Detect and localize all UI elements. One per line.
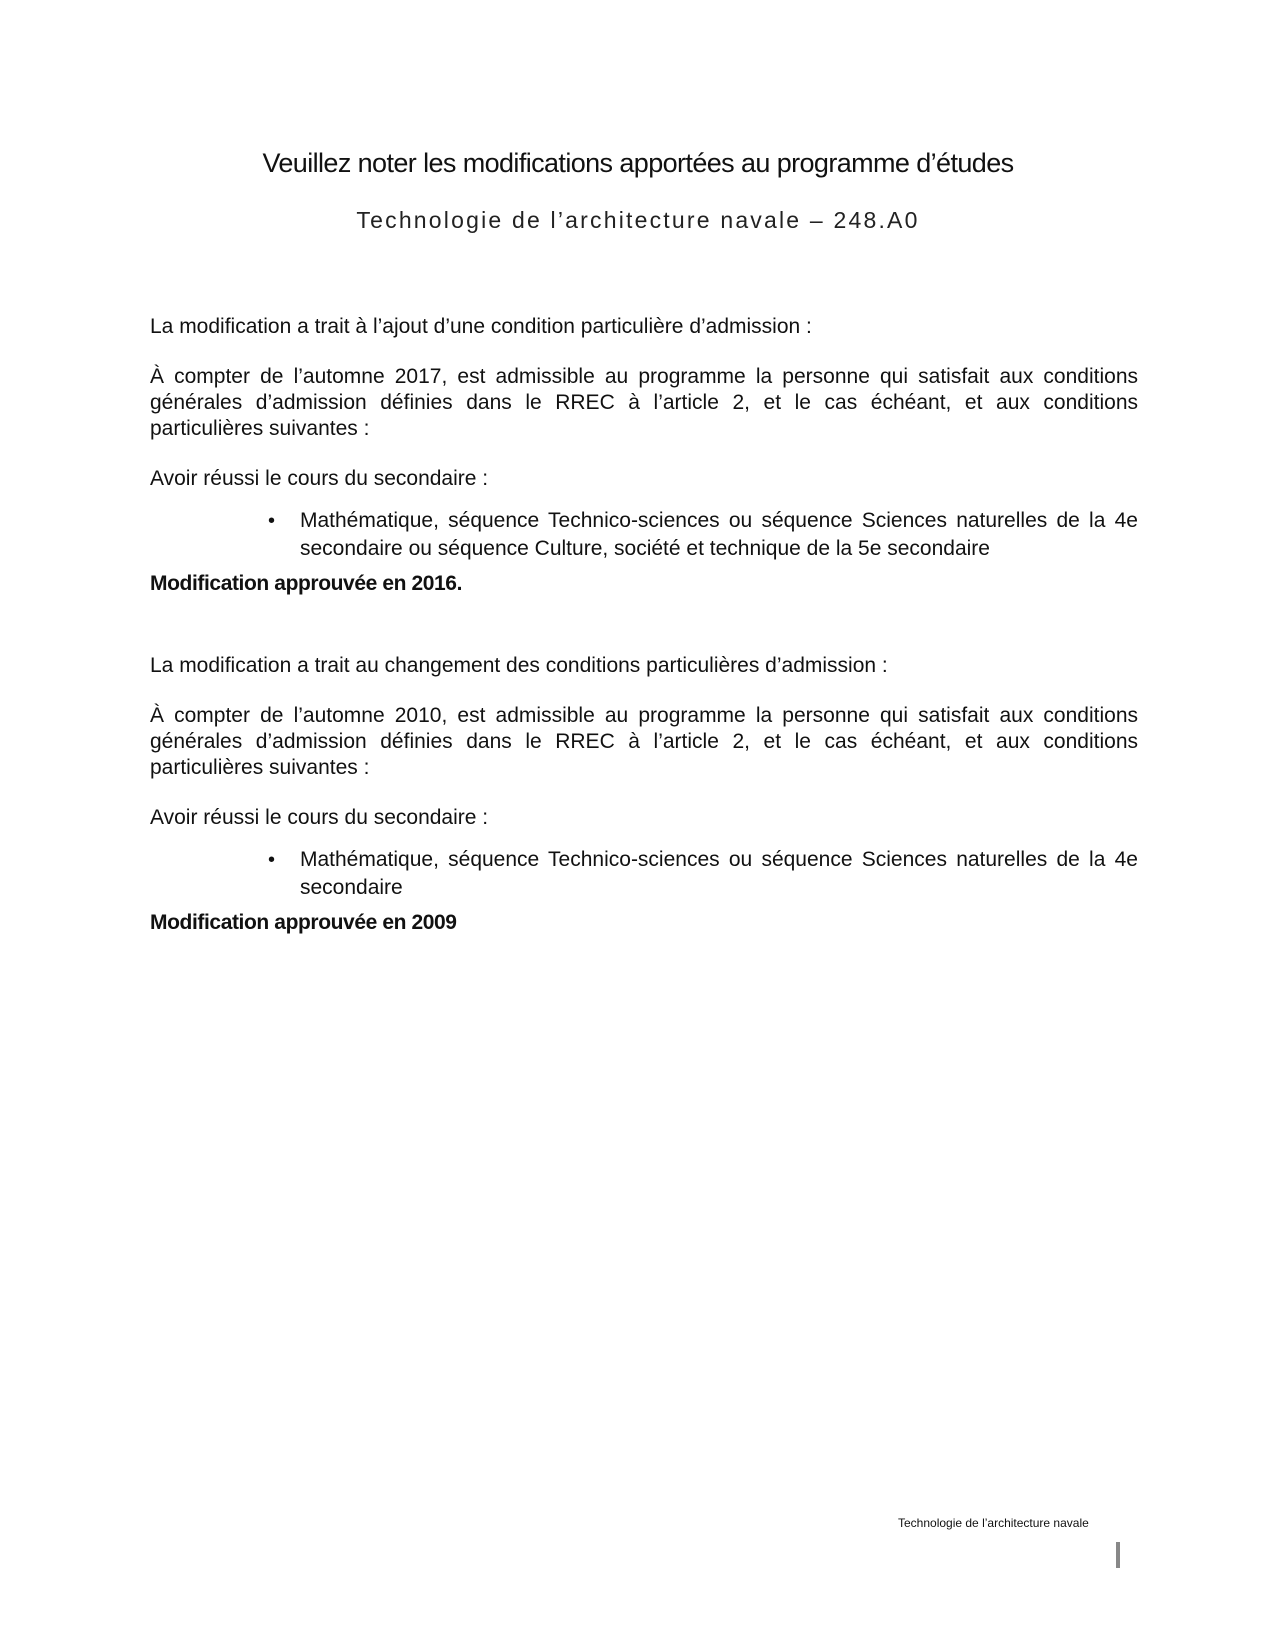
admission-paragraph: À compter de l’automne 2010, est admissible au programme la personne qui satisfait aux conditions générales d’admission définies dans le RREC à l’article 2, et le cas échéant, et aux conditions particulières suivantes :	[150, 704, 1138, 779]
page-subtitle: Technologie de l’architecture navale – 248.A0	[356, 207, 920, 233]
bullet-item	[268, 507, 1138, 563]
bullet-item	[268, 846, 1138, 902]
bullet-text: Mathématique, séquence Technico-sciences ou séquence Sciences naturelles de la 4e secondaire ou séquence Culture, société et technique de la 5e secondaire	[300, 509, 1138, 560]
requirement-label: Avoir réussi le cours du secondaire :	[150, 806, 489, 829]
admission-paragraph: À compter de l’automne 2017, est admissible au programme la personne qui satisfait aux conditions générales d’admission définies dans le RREC à l’article 2, et le cas échéant, et aux conditions particulières suivantes :	[150, 365, 1138, 440]
approval-note: Modification approuvée en 2009	[150, 911, 457, 934]
document-body	[150, 314, 1138, 936]
bullet-icon: •	[268, 510, 276, 532]
section-intro: La modification a trait au changement des conditions particulières d’admission :	[150, 654, 888, 677]
modification-section-2016	[150, 314, 1138, 597]
requirement-label: Avoir réussi le cours du secondaire :	[150, 467, 489, 490]
bullet-text: Mathématique, séquence Technico-sciences ou séquence Sciences naturelles de la 4e secondaire	[300, 848, 1138, 899]
approval-note: Modification approuvée en 2016.	[150, 572, 463, 595]
bullet-icon: •	[268, 849, 276, 871]
page-footer: Technologie de l’architecture navale	[898, 1516, 1089, 1530]
section-intro: La modification a trait à l’ajout d’une condition particulière d’admission :	[150, 315, 812, 338]
footer-divider	[1116, 1542, 1120, 1568]
page-title: Veuillez noter les modifications apportées au programme d’études	[262, 148, 1014, 178]
modification-section-2009	[150, 653, 1138, 936]
